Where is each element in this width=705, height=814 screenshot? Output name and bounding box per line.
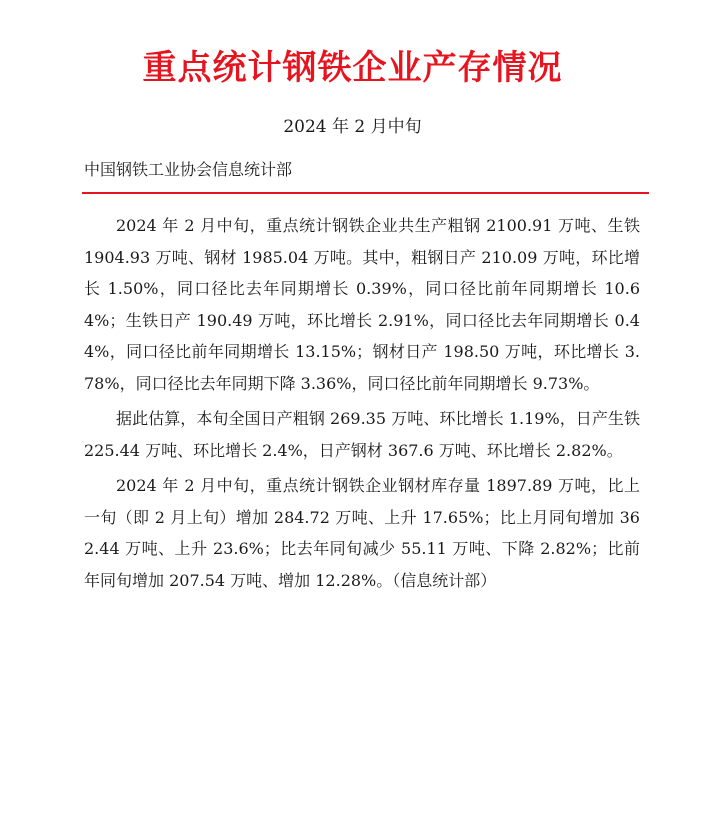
document-title: 重点统计钢铁企业产存情况 — [142, 48, 563, 88]
header-divider — [82, 192, 649, 194]
paragraph-production: 2024 年 2 月中旬，重点统计钢铁企业共生产粗钢 2100.91 万吨、生铁 1904.93 万吨、钢材 1985.04 万吨。其中，粗钢日产 210.09 万吨，环比增长 1.50%，同口径比去年同期增长 0.39%，同口径比前年同期增长 10.64%；生铁日产 190.49 万吨，环比增长 2.91%，同口径比去年同期增长 0.44%，同口径比前年同期增长 13.15%；钢材日产 198.50 万吨，环比增长 3.78%，同口径比去年同期下降 3.36%，同口径比前年同期增长 9.73%。 — [84, 216, 640, 393]
issuing-department: 中国钢铁工业协会信息统计部 — [84, 160, 293, 179]
paragraph-inventory: 2024 年 2 月中旬，重点统计钢铁企业钢材库存量 1897.89 万吨，比上一旬（即 2 月上旬）增加 284.72 万吨、上升 17.65%；比上月同旬增加 362.44 万吨、上升 23.6%；比去年同旬减少 55.11 万吨、下降 2.82%；比前年同旬增加 207.54 万吨、增加 12.28%。（信息统计部） — [84, 476, 640, 590]
document-period: 2024 年 2 月中旬 — [283, 117, 422, 137]
paragraph-national-estimate: 据此估算，本旬全国日产粗钢 269.35 万吨、环比增长 1.19%，日产生铁 225.44 万吨、环比增长 2.4%，日产钢材 367.6 万吨、环比增长 2.82%。 — [84, 409, 640, 460]
document-body — [84, 210, 640, 600]
